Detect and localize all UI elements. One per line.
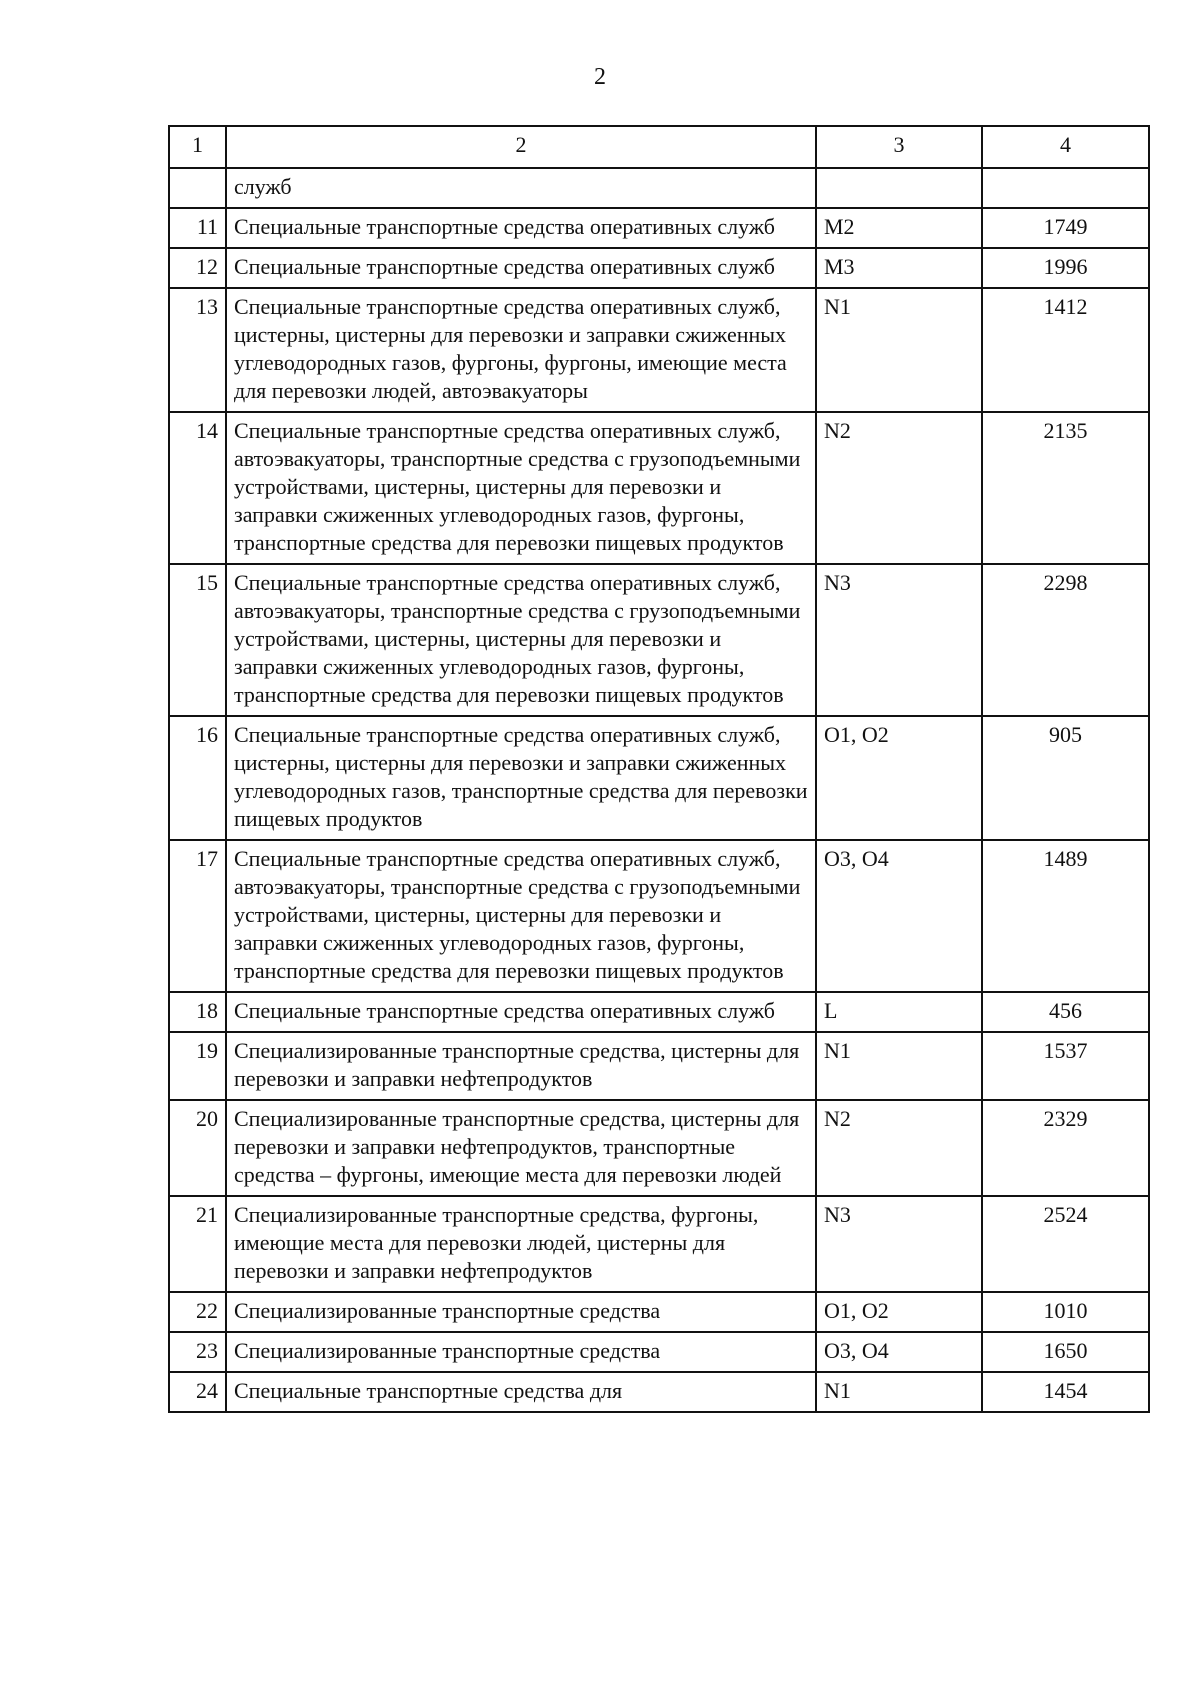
vehicle-description-cell: Специальные транспортные средства оперативных служб, автоэвакуаторы, транспортные средства с грузоподъемными устройствами, цистерны, цистерны для перевозки и заправки сжиженных углеводородных газов, фургоны, транспортные средства для перевозки пищевых продуктов xyxy=(226,412,816,564)
vehicle-description-cell: Специальные транспортные средства оперативных служб, цистерны, цистерны для перевозки и заправки сжиженных углеводородных газов, фургоны, фургоны, имеющие места для перевозки людей, автоэвакуаторы xyxy=(226,288,816,412)
vehicle-category-cell: N1 xyxy=(816,1372,982,1412)
value-cell: 1454 xyxy=(982,1372,1149,1412)
table-row xyxy=(169,288,1149,412)
vehicle-description-cell: служб xyxy=(226,168,816,208)
row-number-cell: 11 xyxy=(169,208,226,248)
vehicle-category-cell: N3 xyxy=(816,564,982,716)
table-row xyxy=(169,208,1149,248)
table-row xyxy=(169,412,1149,564)
value-cell: 1650 xyxy=(982,1332,1149,1372)
value-cell: 1010 xyxy=(982,1292,1149,1332)
vehicle-category-cell: L xyxy=(816,992,982,1032)
value-cell: 1749 xyxy=(982,208,1149,248)
vehicle-description-cell: Специализированные транспортные средства, цистерны для перевозки и заправки нефтепродуктов xyxy=(226,1032,816,1100)
row-number-cell xyxy=(169,168,226,208)
value-cell: 2524 xyxy=(982,1196,1149,1292)
vehicle-category-cell xyxy=(816,168,982,208)
table-header-row xyxy=(169,126,1149,168)
table-row xyxy=(169,1032,1149,1100)
vehicle-description-cell: Специализированные транспортные средства, фургоны, имеющие места для перевозки людей, цистерны для перевозки и заправки нефтепродуктов xyxy=(226,1196,816,1292)
vehicle-category-cell: M3 xyxy=(816,248,982,288)
header-col-1: 1 xyxy=(169,126,226,168)
row-number-cell: 15 xyxy=(169,564,226,716)
vehicle-description-cell: Специальные транспортные средства оперативных служб, цистерны, цистерны для перевозки и заправки сжиженных углеводородных газов, транспортные средства для перевозки пищевых продуктов xyxy=(226,716,816,840)
vehicle-category-cell: O1, O2 xyxy=(816,716,982,840)
vehicle-category-cell: O3, O4 xyxy=(816,1332,982,1372)
vehicle-description-cell: Специализированные транспортные средства xyxy=(226,1332,816,1372)
vehicle-category-cell: N2 xyxy=(816,412,982,564)
header-col-4: 4 xyxy=(982,126,1149,168)
vehicle-category-cell: N3 xyxy=(816,1196,982,1292)
row-number-cell: 23 xyxy=(169,1332,226,1372)
header-col-3: 3 xyxy=(816,126,982,168)
vehicle-category-cell: O3, O4 xyxy=(816,840,982,992)
table-row xyxy=(169,1372,1149,1412)
table-row xyxy=(169,1196,1149,1292)
value-cell: 2298 xyxy=(982,564,1149,716)
row-number-cell: 14 xyxy=(169,412,226,564)
row-number-cell: 16 xyxy=(169,716,226,840)
row-number-cell: 22 xyxy=(169,1292,226,1332)
value-cell: 905 xyxy=(982,716,1149,840)
row-number-cell: 12 xyxy=(169,248,226,288)
table-row xyxy=(169,992,1149,1032)
vehicle-category-cell: N1 xyxy=(816,288,982,412)
table-row xyxy=(169,840,1149,992)
vehicle-description-cell: Специальные транспортные средства оперативных служб xyxy=(226,248,816,288)
vehicle-description-cell: Специальные транспортные средства для xyxy=(226,1372,816,1412)
table-row xyxy=(169,248,1149,288)
value-cell: 1489 xyxy=(982,840,1149,992)
value-cell: 1996 xyxy=(982,248,1149,288)
vehicle-description-cell: Специальные транспортные средства оперативных служб xyxy=(226,992,816,1032)
table-row xyxy=(169,564,1149,716)
value-cell: 1537 xyxy=(982,1032,1149,1100)
vehicle-description-cell: Специализированные транспортные средства xyxy=(226,1292,816,1332)
table-row xyxy=(169,1292,1149,1332)
value-cell: 2135 xyxy=(982,412,1149,564)
vehicle-category-cell: O1, O2 xyxy=(816,1292,982,1332)
vehicle-category-cell: N2 xyxy=(816,1100,982,1196)
table-body xyxy=(169,168,1149,1412)
vehicle-category-cell: N1 xyxy=(816,1032,982,1100)
row-number-cell: 19 xyxy=(169,1032,226,1100)
row-number-cell: 17 xyxy=(169,840,226,992)
value-cell: 456 xyxy=(982,992,1149,1032)
row-number-cell: 24 xyxy=(169,1372,226,1412)
table-row xyxy=(169,1100,1149,1196)
vehicle-description-cell: Специальные транспортные средства оперативных служб, автоэвакуаторы, транспортные средства с грузоподъемными устройствами, цистерны, цистерны для перевозки и заправки сжиженных углеводородных газов, фургоны, транспортные средства для перевозки пищевых продуктов xyxy=(226,840,816,992)
table-row xyxy=(169,716,1149,840)
vehicle-description-cell: Специальные транспортные средства оперативных служб xyxy=(226,208,816,248)
value-cell: 2329 xyxy=(982,1100,1149,1196)
table-row xyxy=(169,1332,1149,1372)
vehicle-description-cell: Специализированные транспортные средства, цистерны для перевозки и заправки нефтепродуктов, транспортные средства – фургоны, имеющие места для перевозки людей xyxy=(226,1100,816,1196)
table-row xyxy=(169,168,1149,208)
row-number-cell: 13 xyxy=(169,288,226,412)
row-number-cell: 20 xyxy=(169,1100,226,1196)
row-number-cell: 21 xyxy=(169,1196,226,1292)
header-col-2: 2 xyxy=(226,126,816,168)
value-cell: 1412 xyxy=(982,288,1149,412)
page-number: 2 xyxy=(594,64,606,90)
data-table xyxy=(168,125,1150,1413)
value-cell xyxy=(982,168,1149,208)
vehicle-category-cell: M2 xyxy=(816,208,982,248)
vehicle-description-cell: Специальные транспортные средства оперативных служб, автоэвакуаторы, транспортные средства с грузоподъемными устройствами, цистерны, цистерны для перевозки и заправки сжиженных углеводородных газов, фургоны, транспортные средства для перевозки пищевых продуктов xyxy=(226,564,816,716)
row-number-cell: 18 xyxy=(169,992,226,1032)
